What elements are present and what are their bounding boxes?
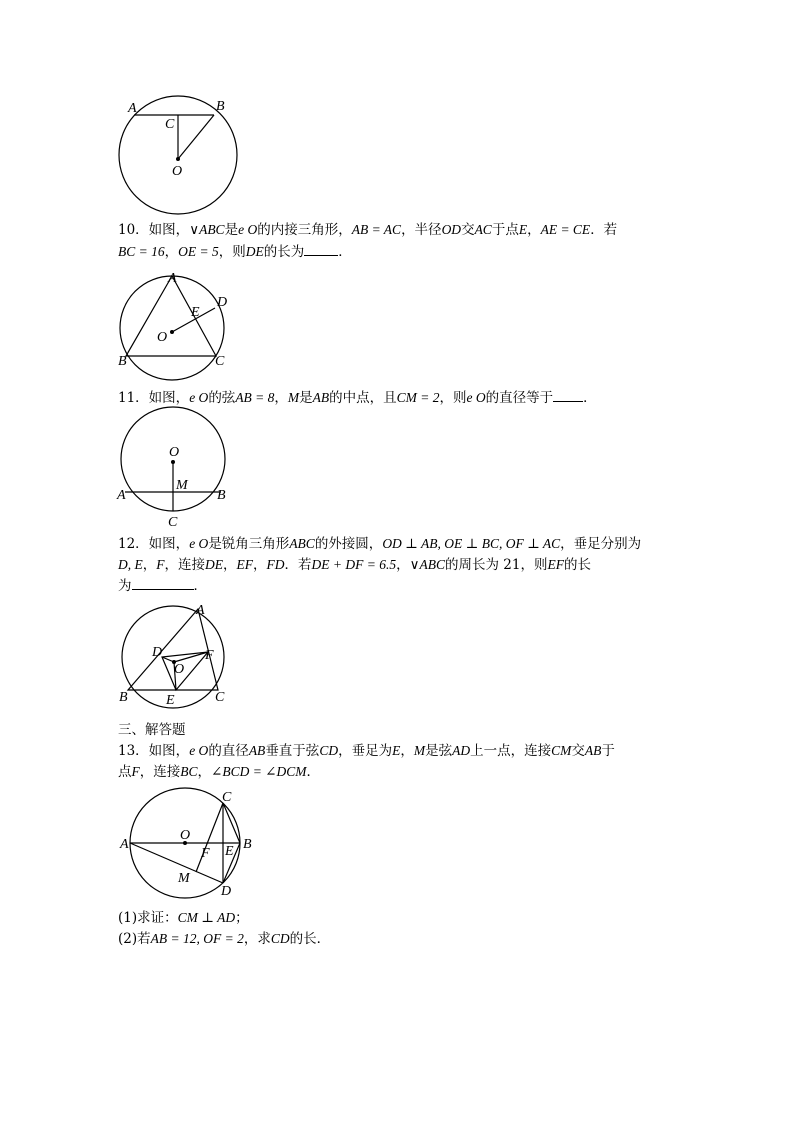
label-c: C (215, 690, 225, 705)
q12-line-2: D, E，F，连接DE，EF，FD．若DE + DF = 6.5，∨ABC的周长为 21，则EF的长 (118, 557, 591, 573)
label-o: O (157, 330, 168, 345)
label-b: B (216, 99, 225, 114)
center-point (171, 460, 175, 464)
answer-blank (553, 388, 583, 402)
label-m: M (176, 478, 188, 493)
label-o: O (172, 164, 183, 179)
label-b: B (118, 354, 127, 369)
label-c: C (222, 790, 232, 805)
label-f: F (201, 846, 210, 861)
label-c: C (168, 515, 178, 530)
label-d: D (152, 645, 163, 660)
label-a: A (120, 837, 129, 852)
q13-line-2: 点F，连接BC，∠BCD = ∠DCM． (118, 764, 320, 780)
answer-blank (132, 576, 194, 590)
q13-part-1: (1)求证：CM ⊥ AD； (118, 910, 249, 926)
figure-q13 (112, 786, 262, 901)
label-d: D (221, 884, 232, 899)
segment-cm (196, 803, 223, 872)
label-a: A (128, 101, 137, 116)
label-e: E (225, 844, 234, 859)
label-c: C (165, 117, 175, 132)
label-a: A (196, 603, 205, 618)
q13-part-2: (2)若AB = 12, OF = 2，求CD的长． (118, 931, 331, 947)
triangle-def (162, 652, 208, 690)
answer-blank (304, 242, 338, 256)
q10-line-2: BC = 16，OE = 5，则DE的长为 ． (118, 244, 352, 260)
label-b: B (217, 488, 226, 503)
figure-q11 (112, 407, 242, 532)
label-e: E (191, 305, 200, 320)
label-b: B (243, 837, 252, 852)
label-e: E (166, 693, 175, 708)
figure-q12 (112, 600, 242, 710)
circle-o (120, 276, 224, 380)
label-o: O (180, 828, 191, 843)
q11-line: 11．如图，e O的弦AB = 8，M是AB的中点，且CM = 2，则e O的直径等于 ． (118, 390, 597, 406)
label-b: B (119, 690, 128, 705)
q12-line-1: 12．如图，e O是锐角三角形ABC的外接圆，OD ⊥ AB, OE ⊥ BC, OF ⊥ AC，垂足分别为 (118, 536, 642, 552)
label-a: A (117, 488, 126, 503)
figure-q10 (112, 270, 242, 385)
label-o: O (174, 662, 185, 677)
label-a: A (168, 271, 177, 286)
figure-q9 (110, 92, 250, 222)
label-d: D (217, 295, 228, 310)
segment-bc (223, 803, 240, 843)
q10-line-1: 10．如图，∨ABC是e O的内接三角形，AB = AC，半径OD交AC于点E，AE = CE．若 (118, 222, 618, 238)
label-c: C (215, 354, 225, 369)
section-heading: 三、解答题 (118, 722, 186, 738)
segment-ob (178, 115, 214, 159)
q12-line-3: 为 ． (118, 578, 207, 594)
center-point (176, 157, 180, 161)
label-m: M (178, 871, 190, 886)
center-point (170, 330, 174, 334)
q13-line-1: 13．如图，e O的直径AB垂直于弦CD，垂足为E，M是弦AD上一点，连接CM交AB于 (118, 743, 615, 759)
label-o: O (169, 445, 180, 460)
label-f: F (205, 648, 214, 663)
